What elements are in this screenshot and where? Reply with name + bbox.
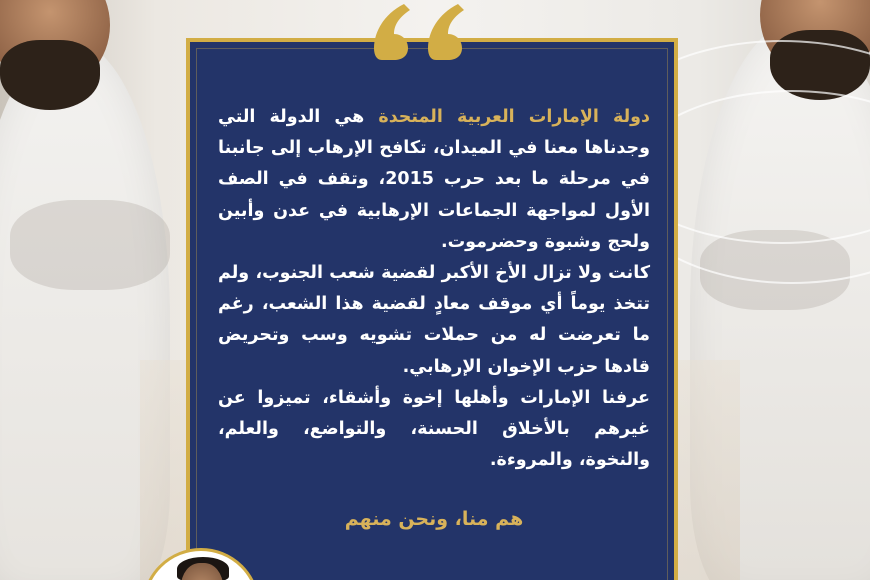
paragraph-3: عرفنا الإمارات وأهلها إخوة وأشقاء، تميزوا عن غيرهم بالأخلاق الحسنة، والتواضع، والعلم، والنخوة، والمروءة.: [218, 387, 650, 471]
double-quote-icon: [374, 2, 494, 64]
paragraph-1-text: هي الدولة التي وجدناها معنا في الميدان، تكافح الإرهاب إلى جانبنا في مرحلة ما بعد حرب 2015، وتقف في الصف الأول لمواجهة الجماعات الإرهابية في عدن وأبين ولحج وشبوة وحضرموت.: [218, 107, 650, 252]
slogan: هم منا، ونحن منهم: [344, 508, 524, 530]
quote-body: [218, 102, 650, 476]
background-beard-left: [0, 40, 100, 110]
avatar-frame: [142, 548, 260, 580]
background-hands-left: [10, 200, 170, 290]
highlighted-country-name: دولة الإمارات العربية المتحدة: [378, 107, 651, 127]
author-avatar: [142, 548, 260, 580]
paragraph-2: كانت ولا تزال الأخ الأكبر لقضية شعب الجنوب، ولم تتخذ يوماً أي موقف معادٍ لقضية هذا الشعب، رغم ما تعرضت له من حملات تشويه وسب وتحريض قادها حزب الإخوان الإرهابي.: [218, 263, 650, 377]
paragraph-1: [218, 102, 650, 258]
